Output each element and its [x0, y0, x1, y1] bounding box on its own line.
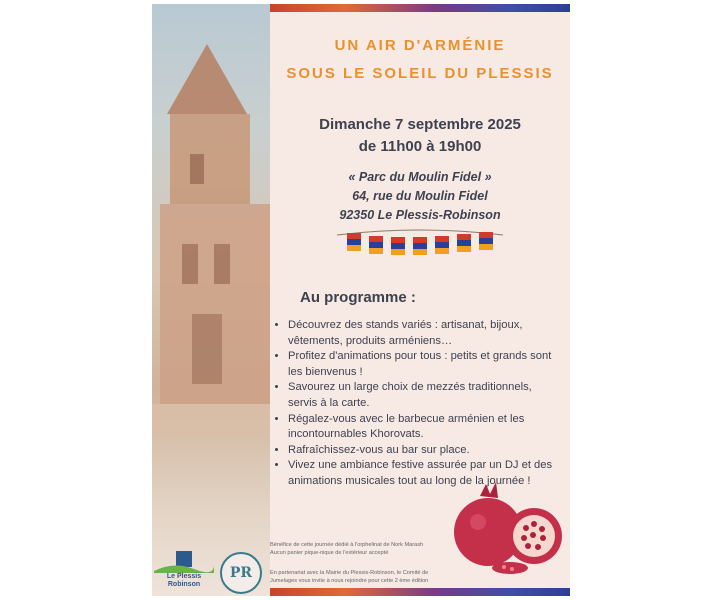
programme-list [270, 318, 570, 490]
event-date [270, 114, 570, 158]
programme-heading: Au programme : [300, 289, 416, 306]
plessis-robinson-logo [154, 549, 214, 593]
note-benefit [270, 542, 470, 557]
church-illustration [152, 4, 270, 596]
armenian-flag-garland-icon [335, 227, 505, 269]
city-address: 92350 Le Plessis-Robinson [339, 208, 501, 222]
note-partnership-line-2: Jumelages vous invite à nous rejoindre pour cette 2 ème édition [270, 577, 429, 584]
jumelages-logo [220, 552, 262, 594]
programme-item: • Régalez-vous avec le barbecue arménien et les incontournables Khorovats. [288, 412, 564, 443]
note-benefit-line: Bénéfice de cette journée dédié à l'orphelinat de Nork Marash [270, 542, 424, 548]
programme-item: • Profitez d'animations pour tous : petits et grands sont les bienvenus ! [288, 349, 564, 380]
logo-text [154, 573, 214, 589]
street-address: 64, rue du Moulin Fidel [352, 189, 488, 203]
city-crest-icon [154, 549, 214, 573]
logo2-monogram: PR [229, 565, 253, 581]
programme-item: • Découvrez des stands variés : artisanat, bijoux, vêtements, produits arméniens… [288, 318, 564, 349]
date-line: Dimanche 7 septembre 2025 [319, 116, 521, 133]
flyer-content [270, 12, 570, 588]
logo-text-line-2: Robinson [167, 581, 201, 588]
programme-item: • Vivez une ambiance festive assurée par un DJ et des animations musicales tout au long de la journée ! [288, 458, 564, 489]
event-flyer [152, 4, 570, 596]
logo-text-line-1: Le Plessis [166, 573, 202, 580]
title-line-1: UN AIR D'ARMÉNIE [334, 37, 506, 54]
note-partnership-line-1: En partenariat avec la Mairie du Plessis-Robinson, le Comité de [270, 570, 429, 576]
programme-item: • Savourez un large choix de mezzés traditionnels, servis à la carte. [288, 380, 564, 411]
church-photo [152, 4, 270, 596]
title-line-2: SOUS LE SOLEIL DU PLESSIS [286, 65, 554, 82]
note-partnership [270, 570, 470, 585]
programme-item: • Rafraîchissez-vous au bar sur place. [288, 443, 564, 459]
time-line: de 11h00 à 19h00 [358, 138, 482, 155]
note-picnic-line: Aucun panier pique-nique de l'extérieur accepté [270, 549, 389, 556]
bottom-color-band [270, 588, 570, 596]
top-color-band [270, 4, 570, 12]
pomegranate-icon [450, 474, 570, 578]
place-name: « Parc du Moulin Fidel » [348, 170, 492, 184]
event-address [270, 168, 570, 225]
